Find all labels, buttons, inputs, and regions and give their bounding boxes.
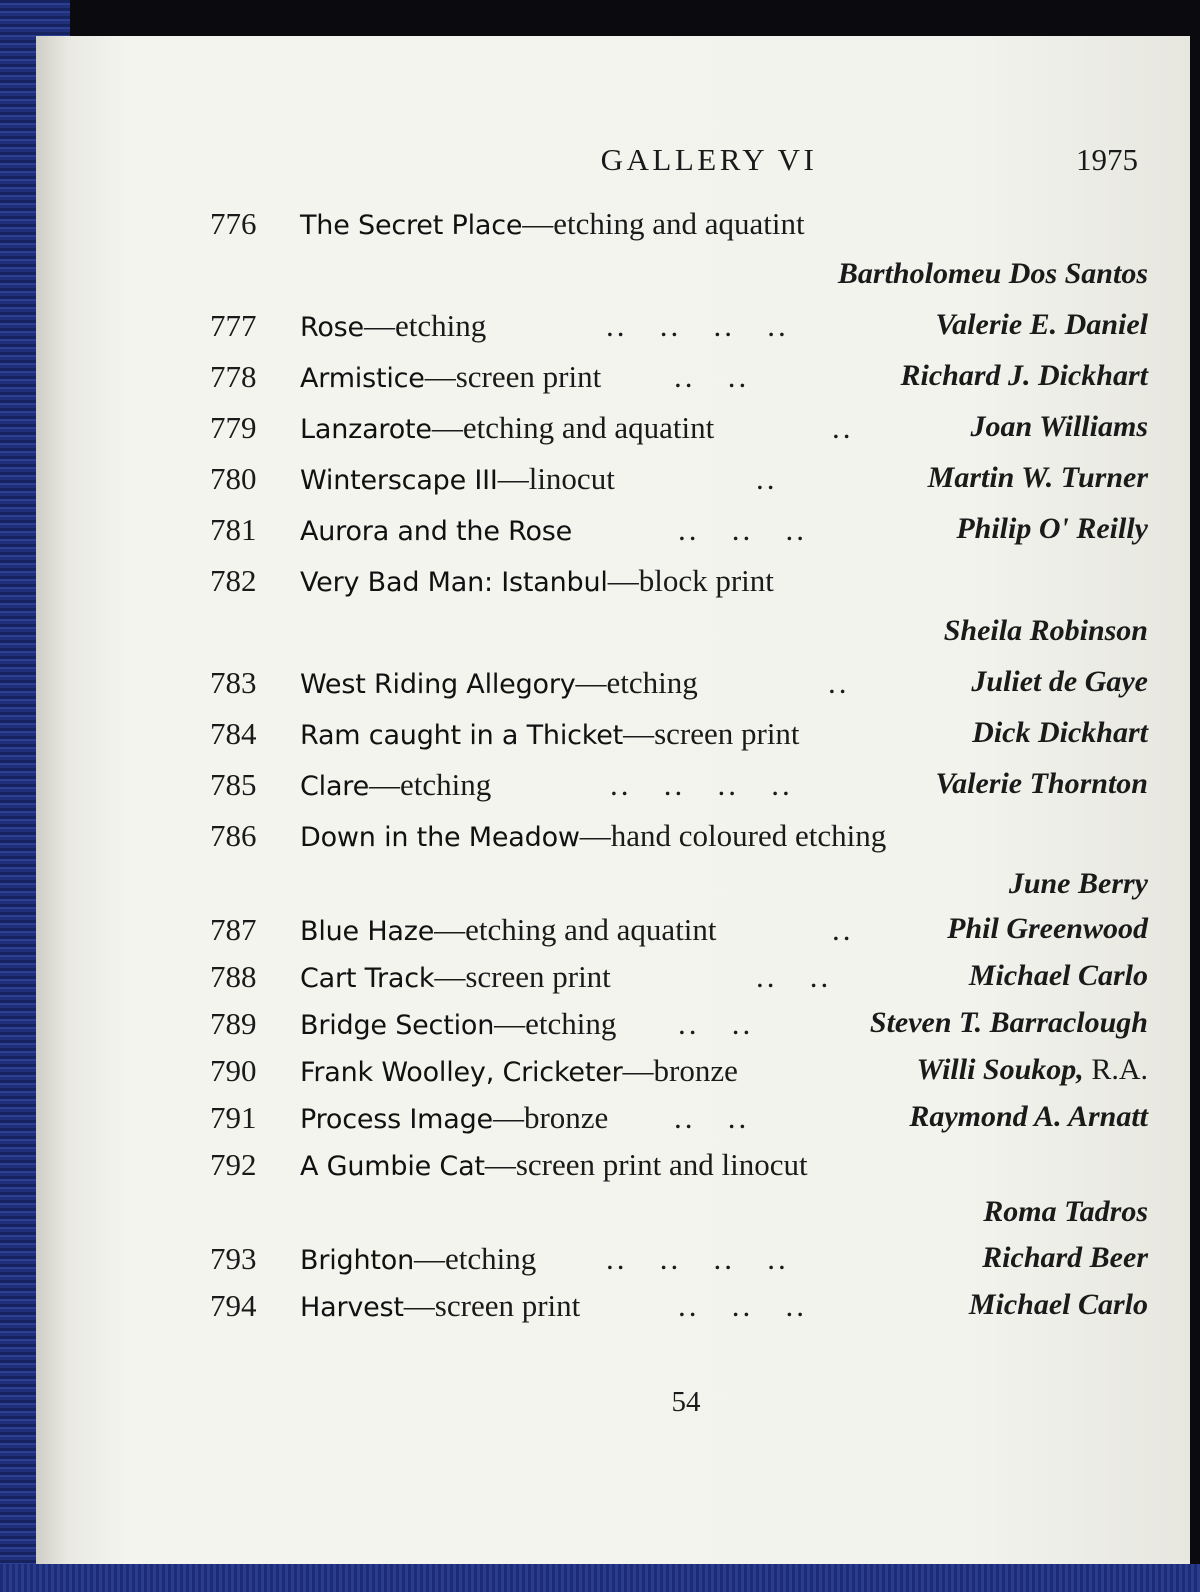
entry-artist-row	[66, 614, 1190, 654]
entry-title: Lanzarote—etching and aquatint	[300, 410, 715, 445]
dot-leader: ..	[832, 410, 854, 445]
entry-title: Harvest—screen print	[300, 1288, 581, 1323]
entry-number: 785	[210, 767, 257, 802]
entry-artist-row	[66, 1195, 1190, 1235]
entry-title: The Secret Place—etching and aquatint	[300, 206, 805, 241]
entry-number: 792	[210, 1147, 257, 1182]
entry-row	[66, 1288, 1190, 1328]
dot-leader: .. .. .. ..	[606, 1241, 789, 1276]
entry-artist-row	[66, 867, 1190, 907]
dot-leader: .. .. .. ..	[606, 308, 789, 343]
entry-row	[66, 912, 1190, 952]
entry-number: 793	[210, 1241, 257, 1276]
entry-title: Down in the Meadow—hand coloured etching	[300, 818, 887, 853]
entry-number: 794	[210, 1288, 257, 1323]
entry-artist: Dick Dickhart	[972, 716, 1148, 749]
entry-title: Cart Track—screen print	[300, 959, 611, 994]
entry-row	[66, 665, 1190, 705]
entry-row	[66, 1147, 1190, 1187]
entry-artist: Steven T. Barraclough	[869, 1006, 1148, 1039]
entry-artist: Joan Williams	[970, 410, 1148, 443]
entry-row	[66, 716, 1190, 756]
entry-row	[66, 1053, 1190, 1093]
entry-title: A Gumbie Cat—screen print and linocut	[300, 1147, 808, 1182]
entry-row	[66, 563, 1190, 603]
dot-leader: ..	[828, 665, 850, 700]
entry-number: 777	[210, 308, 257, 343]
entry-number: 787	[210, 912, 257, 947]
year-heading: 1975	[1076, 142, 1138, 177]
entry-number: 782	[210, 563, 257, 598]
dot-leader: .. ..	[678, 1006, 754, 1041]
entry-row	[66, 308, 1190, 348]
entry-title: West Riding Allegory—etching	[300, 665, 698, 700]
entry-artist: Roma Tadros	[983, 1195, 1148, 1228]
dot-leader: ..	[832, 912, 854, 947]
entry-artist: Martin W. Turner	[927, 461, 1148, 494]
entry-title: Bridge Section—etching	[300, 1006, 617, 1041]
entry-title: Winterscape III—linocut	[300, 461, 615, 496]
entry-title: Frank Woolley, Cricketer—bronze	[300, 1053, 738, 1088]
dot-leader: ..	[756, 461, 778, 496]
entry-title: Ram caught in a Thicket—screen print	[300, 716, 800, 751]
entry-row	[66, 206, 1190, 246]
entry-row	[66, 410, 1190, 450]
entry-number: 783	[210, 665, 257, 700]
entry-row	[66, 818, 1190, 858]
entry-artist: Valerie E. Daniel	[935, 308, 1148, 341]
dot-leader: .. ..	[674, 359, 750, 394]
entry-row	[66, 461, 1190, 501]
entry-number: 788	[210, 959, 257, 994]
entry-title: Aurora and the Rose	[300, 516, 573, 547]
entry-artist: June Berry	[1008, 867, 1148, 900]
entry-title: Rose—etching	[300, 308, 487, 343]
dot-leader: .. .. ..	[678, 1288, 807, 1323]
cover-edge	[0, 1564, 1200, 1592]
entry-title: Blue Haze—etching and aquatint	[300, 912, 717, 947]
entry-number: 784	[210, 716, 257, 751]
entry-artist: Michael Carlo	[968, 1288, 1148, 1321]
entry-artist: Michael Carlo	[968, 959, 1148, 992]
entry-number: 790	[210, 1053, 257, 1088]
artist-suffix: R.A.	[1091, 1053, 1148, 1086]
entry-artist-row	[66, 257, 1190, 297]
dot-leader: .. .. .. ..	[610, 767, 793, 802]
entry-artist: Valerie Thornton	[935, 767, 1148, 800]
entry-row	[66, 512, 1190, 552]
entry-title: Brighton—etching	[300, 1241, 537, 1276]
catalogue-page	[66, 36, 1190, 1566]
entry-number: 791	[210, 1100, 257, 1135]
entry-title: Armistice—screen print	[300, 359, 602, 394]
entry-artist: Willi Soukop, R.A.	[916, 1053, 1148, 1086]
entry-artist: Juliet de Gaye	[971, 665, 1148, 698]
dot-leader: .. .. ..	[678, 512, 807, 547]
entry-artist: Richard Beer	[982, 1241, 1148, 1274]
entry-row	[66, 1241, 1190, 1281]
entry-title: Clare—etching	[300, 767, 492, 802]
entry-artist: Raymond A. Arnatt	[909, 1100, 1148, 1133]
entry-row	[66, 1100, 1190, 1140]
entry-number: 789	[210, 1006, 257, 1041]
entry-artist: Sheila Robinson	[943, 614, 1148, 647]
entry-artist: Phil Greenwood	[947, 912, 1148, 945]
page-number: 54	[671, 1386, 701, 1418]
dot-leader: .. ..	[756, 959, 832, 994]
gallery-heading: GALLERY VI	[600, 142, 818, 177]
entry-artist: Bartholomeu Dos Santos	[837, 257, 1148, 290]
entry-number: 781	[210, 512, 257, 547]
entry-artist: Philip O' Reilly	[956, 512, 1148, 545]
entry-row	[66, 959, 1190, 999]
entry-artist: Richard J. Dickhart	[900, 359, 1148, 392]
entry-number: 780	[210, 461, 257, 496]
entry-number: 786	[210, 818, 257, 853]
entry-number: 778	[210, 359, 257, 394]
entry-title: Process Image—bronze	[300, 1100, 609, 1135]
entry-row	[66, 1006, 1190, 1046]
entry-title: Very Bad Man: Istanbul—block print	[300, 563, 774, 598]
entry-row	[66, 359, 1190, 399]
entry-row	[66, 767, 1190, 807]
entry-number: 779	[210, 410, 257, 445]
entry-number: 776	[210, 206, 257, 241]
dot-leader: .. ..	[674, 1100, 750, 1135]
